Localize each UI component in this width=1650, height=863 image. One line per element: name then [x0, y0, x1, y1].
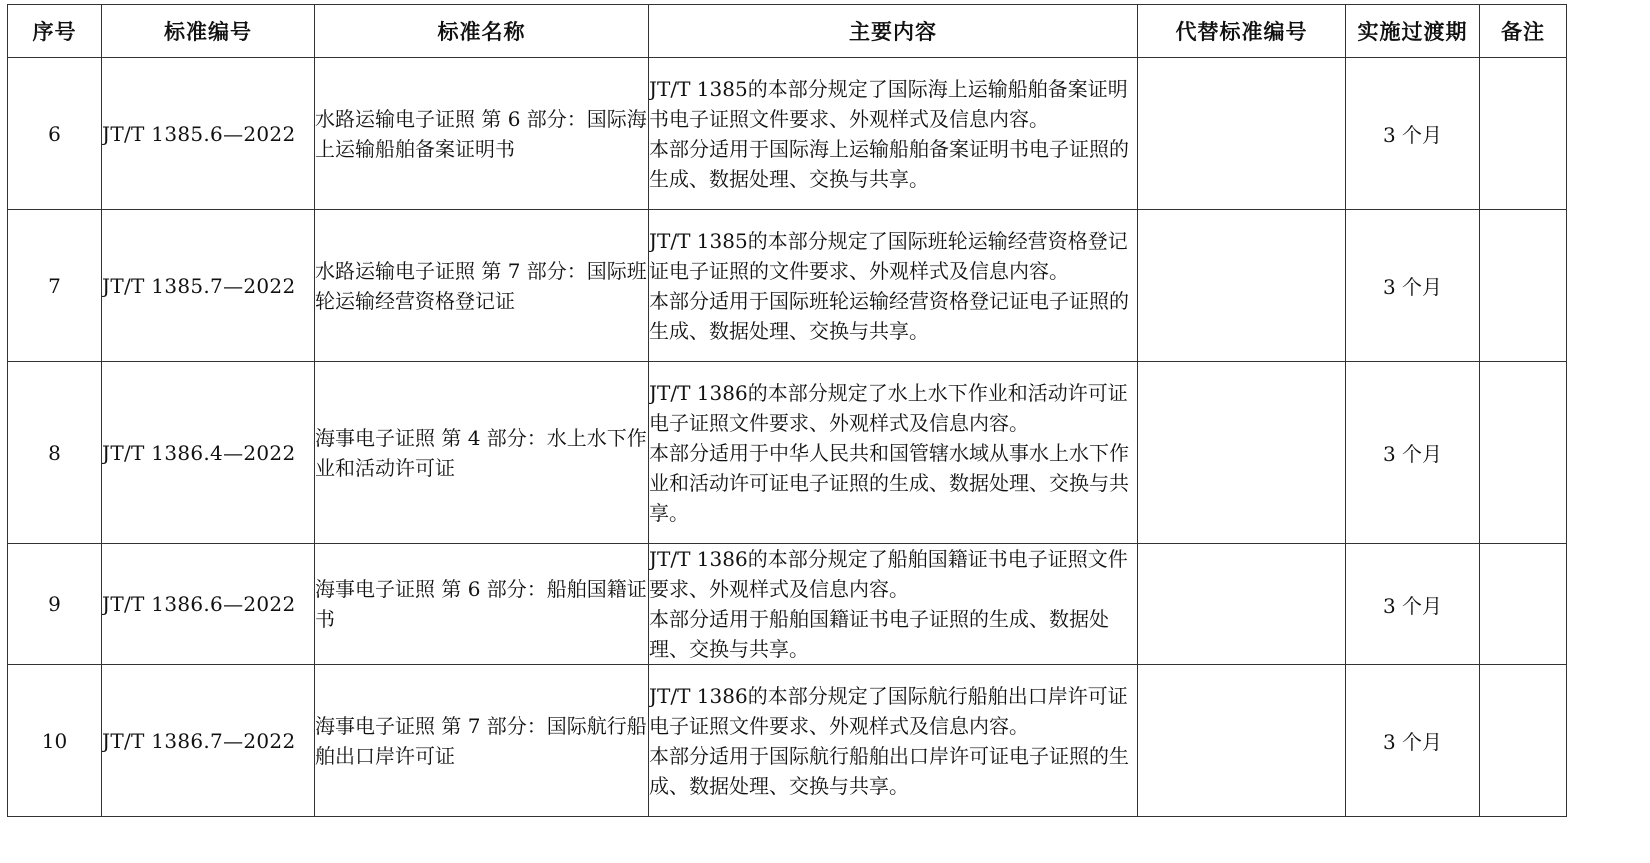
table-row	[8, 210, 1567, 362]
standard-name-cell: 海事电子证照 第 6 部分：船舶国籍证书	[315, 544, 649, 665]
replaced-standard-cell	[1138, 210, 1346, 362]
standard-name-cell: 水路运输电子证照 第 6 部分：国际海上运输船舶备案证明书	[315, 58, 649, 210]
standard-name-cell: 海事电子证照 第 7 部分：国际航行船舶出口岸许可证	[315, 665, 649, 817]
main-content-cell	[649, 362, 1138, 544]
standard-code-cell: JT/T 1386.4—2022	[102, 362, 315, 544]
main-content-cell	[649, 58, 1138, 210]
header-replaced-standard: 代替标准编号	[1138, 5, 1346, 58]
table-row	[8, 362, 1567, 544]
content-scope-text: JT/T 1385的本部分规定了国际海上运输船舶备案证明书电子证照文件要求、外观样式及信息内容。	[649, 76, 1128, 131]
transition-period-cell: 3 个月	[1346, 58, 1480, 210]
serial-no-cell: 8	[8, 362, 102, 544]
main-content-cell	[649, 544, 1138, 665]
header-main-content: 主要内容	[649, 5, 1138, 58]
remarks-cell	[1480, 58, 1567, 210]
content-applicability-text: 本部分适用于国际海上运输船舶备案证明书电子证照的生成、数据处理、交换与共享。	[649, 136, 1129, 191]
serial-no-cell: 6	[8, 58, 102, 210]
content-scope-text: JT/T 1385的本部分规定了国际班轮运输经营资格登记证电子证照的文件要求、外观样式及信息内容。	[649, 228, 1128, 283]
standard-code-cell: JT/T 1386.6—2022	[102, 544, 315, 665]
standard-code-cell: JT/T 1386.7—2022	[102, 665, 315, 817]
serial-no-cell: 10	[8, 665, 102, 817]
content-scope-text: JT/T 1386的本部分规定了国际航行船舶出口岸许可证电子证照文件要求、外观样式及信息内容。	[649, 683, 1128, 738]
remarks-cell	[1480, 544, 1567, 665]
header-standard-code: 标准编号	[102, 5, 315, 58]
header-serial-no: 序号	[8, 5, 102, 58]
main-content-cell	[649, 665, 1138, 817]
header-standard-name: 标准名称	[315, 5, 649, 58]
replaced-standard-cell	[1138, 362, 1346, 544]
content-scope-text: JT/T 1386的本部分规定了船舶国籍证书电子证照文件要求、外观样式及信息内容。	[649, 547, 1128, 601]
main-content-cell	[649, 210, 1138, 362]
transition-period-cell: 3 个月	[1346, 544, 1480, 665]
content-scope-text: JT/T 1386的本部分规定了水上水下作业和活动许可证电子证照文件要求、外观样式及信息内容。	[649, 380, 1128, 435]
serial-no-cell: 9	[8, 544, 102, 665]
remarks-cell	[1480, 362, 1567, 544]
serial-no-cell: 7	[8, 210, 102, 362]
content-applicability-text: 本部分适用于国际航行船舶出口岸许可证电子证照的生成、数据处理、交换与共享。	[649, 743, 1129, 798]
replaced-standard-cell	[1138, 58, 1346, 210]
standard-name-cell: 水路运输电子证照 第 7 部分：国际班轮运输经营资格登记证	[315, 210, 649, 362]
transition-period-cell: 3 个月	[1346, 210, 1480, 362]
remarks-cell	[1480, 665, 1567, 817]
content-applicability-text: 本部分适用于国际班轮运输经营资格登记证电子证照的生成、数据处理、交换与共享。	[649, 288, 1129, 343]
standard-name-cell: 海事电子证照 第 4 部分：水上水下作业和活动许可证	[315, 362, 649, 544]
header-remarks: 备注	[1480, 5, 1567, 58]
standards-table	[7, 4, 1567, 817]
content-applicability-text: 本部分适用于船舶国籍证书电子证照的生成、数据处理、交换与共享。	[649, 607, 1109, 661]
table-row	[8, 665, 1567, 817]
standard-code-cell: JT/T 1385.6—2022	[102, 58, 315, 210]
remarks-cell	[1480, 210, 1567, 362]
transition-period-cell: 3 个月	[1346, 665, 1480, 817]
table-row	[8, 544, 1567, 665]
table-row	[8, 58, 1567, 210]
replaced-standard-cell	[1138, 665, 1346, 817]
replaced-standard-cell	[1138, 544, 1346, 665]
header-row	[8, 5, 1567, 58]
standard-code-cell: JT/T 1385.7—2022	[102, 210, 315, 362]
transition-period-cell: 3 个月	[1346, 362, 1480, 544]
header-transition-period: 实施过渡期	[1346, 5, 1480, 58]
content-applicability-text: 本部分适用于中华人民共和国管辖水域从事水上水下作业和活动许可证电子证照的生成、数据处理、交换与共享。	[649, 440, 1129, 525]
